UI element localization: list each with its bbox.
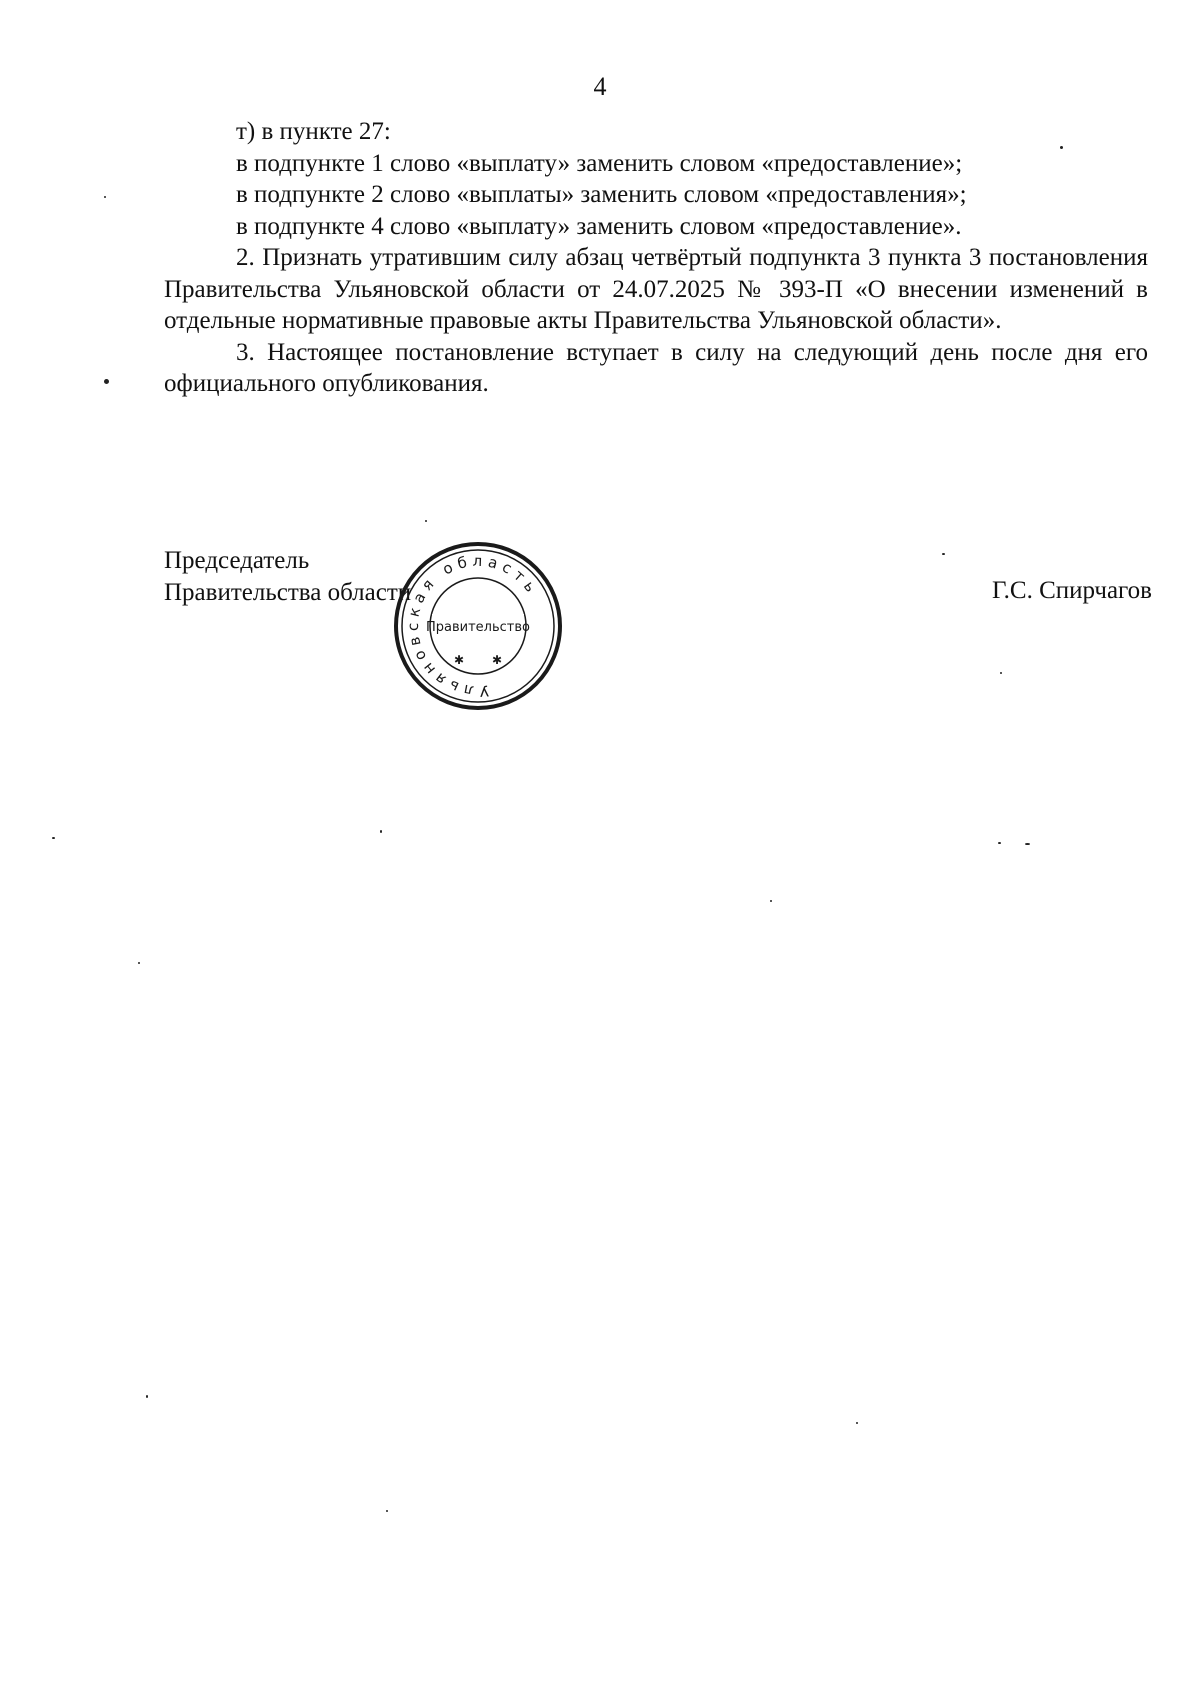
scan-speck xyxy=(942,553,945,555)
seal-star-icon: ✱ xyxy=(492,653,503,667)
scan-speck xyxy=(856,1422,858,1424)
clause-3: 3. Настоящее постановление вступает в силу на следующий день после дня его официального опубликования. xyxy=(164,338,1148,397)
signatory-title-line1: Председатель xyxy=(164,547,310,574)
amendment-item-1: в подпункте 1 слово «выплату» заменить словом «предоставление»; xyxy=(236,149,963,177)
scan-speck xyxy=(104,379,109,384)
amendment-item-3: в подпункте 4 слово «выплату» заменить словом «предоставление». xyxy=(236,212,962,240)
official-seal xyxy=(392,540,564,712)
scan-speck xyxy=(104,196,106,198)
page-number: 4 xyxy=(593,72,607,101)
scan-speck xyxy=(425,520,427,522)
scan-speck xyxy=(386,1510,388,1512)
scan-speck xyxy=(1060,146,1063,149)
scan-speck xyxy=(770,900,772,902)
seal-star-icon: ✱ xyxy=(454,653,465,667)
signatory-title xyxy=(164,545,411,609)
scan-speck xyxy=(998,842,1001,844)
clause-2: 2. Признать утратившим силу абзац четвёртый подпункта 3 пункта 3 постановления Правительства Ульяновской области от 24.07.2025 № 393-П «О внесении изменений в отдельные нормативные правовые акты Правительства Ульяновской области». xyxy=(164,244,1148,334)
document-body xyxy=(164,116,1148,400)
scan-speck xyxy=(138,962,140,964)
scan-speck xyxy=(1000,672,1002,674)
scan-speck xyxy=(1025,843,1030,845)
amendment-heading: т) в пункте 27: xyxy=(236,118,391,145)
scan-speck xyxy=(380,830,382,833)
scan-speck xyxy=(52,837,55,839)
amendment-item-2: в подпункте 2 слово «выплаты» заменить словом «предоставления»; xyxy=(236,181,967,208)
seal-ring-text: Ульяновская область xyxy=(403,551,543,701)
signatory-title-line2: Правительства области xyxy=(164,579,412,606)
signatory-name: Г.С. Спирчагов xyxy=(992,577,1152,604)
seal-center-text: Правительство xyxy=(426,620,530,635)
scan-speck xyxy=(146,1395,148,1398)
